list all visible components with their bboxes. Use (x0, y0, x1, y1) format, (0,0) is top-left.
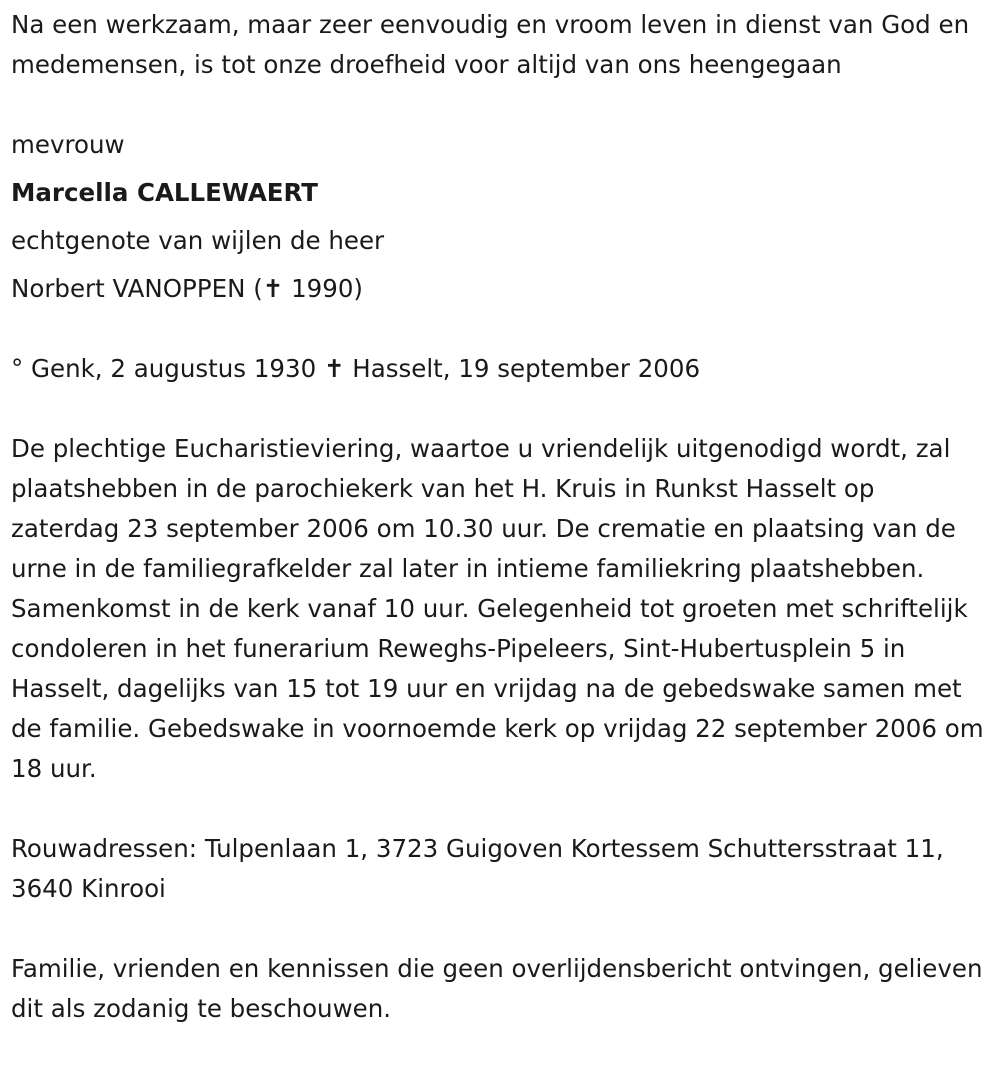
spouse-line-2: Norbert VANOPPEN (✝ 1990) (11, 274, 363, 303)
mourning-addresses: Rouwadressen: Tulpenlaan 1, 3723 Guigoven Kortessem Schuttersstraat 11, 3640 Kinrooi (11, 834, 944, 903)
birth-death-dates: ° Genk, 2 augustus 1930 ✝ Hasselt, 19 september 2006 (11, 354, 701, 383)
ceremony-paragraph: De plechtige Eucharistieviering, waartoe u vriendelijk uitgenodigd wordt, zal plaatshebben in de parochiekerk van het H. Kruis in Runkst Hasselt op zaterdag 23 september 2006 om 10.30 uur. De crematie en plaatsing van de urne in de familiegrafkelder zal later in intieme familiekring plaatshebben. Samenkomst in de kerk vanaf 10 uur. Gelegenheid tot groeten met schriftelijk condoleren in het funerarium Reweghs-Pipeleers, Sint-Hubertusplein 5 in Hasselt, dagelijks van 15 tot 19 uur en vrijdag na de gebedswake samen met de familie. Gebedswake in voornoemde kerk op vrijdag 22 september 2006 om 18 uur. (11, 434, 984, 783)
closing-paragraph: Familie, vrienden en kennissen die geen overlijdensbericht ontvingen, gelieven dit als zodanig te beschouwen. (11, 954, 983, 1023)
intro-paragraph: Na een werkzaam, maar zeer eenvoudig en vroom leven in dienst van God en medemensen, is tot onze droefheid voor altijd van ons heengegaan (11, 10, 970, 79)
deceased-name: Marcella CALLEWAERT (11, 178, 318, 207)
spouse-line-1: echtgenote van wijlen de heer (11, 226, 385, 255)
honorific: mevrouw (11, 130, 125, 159)
